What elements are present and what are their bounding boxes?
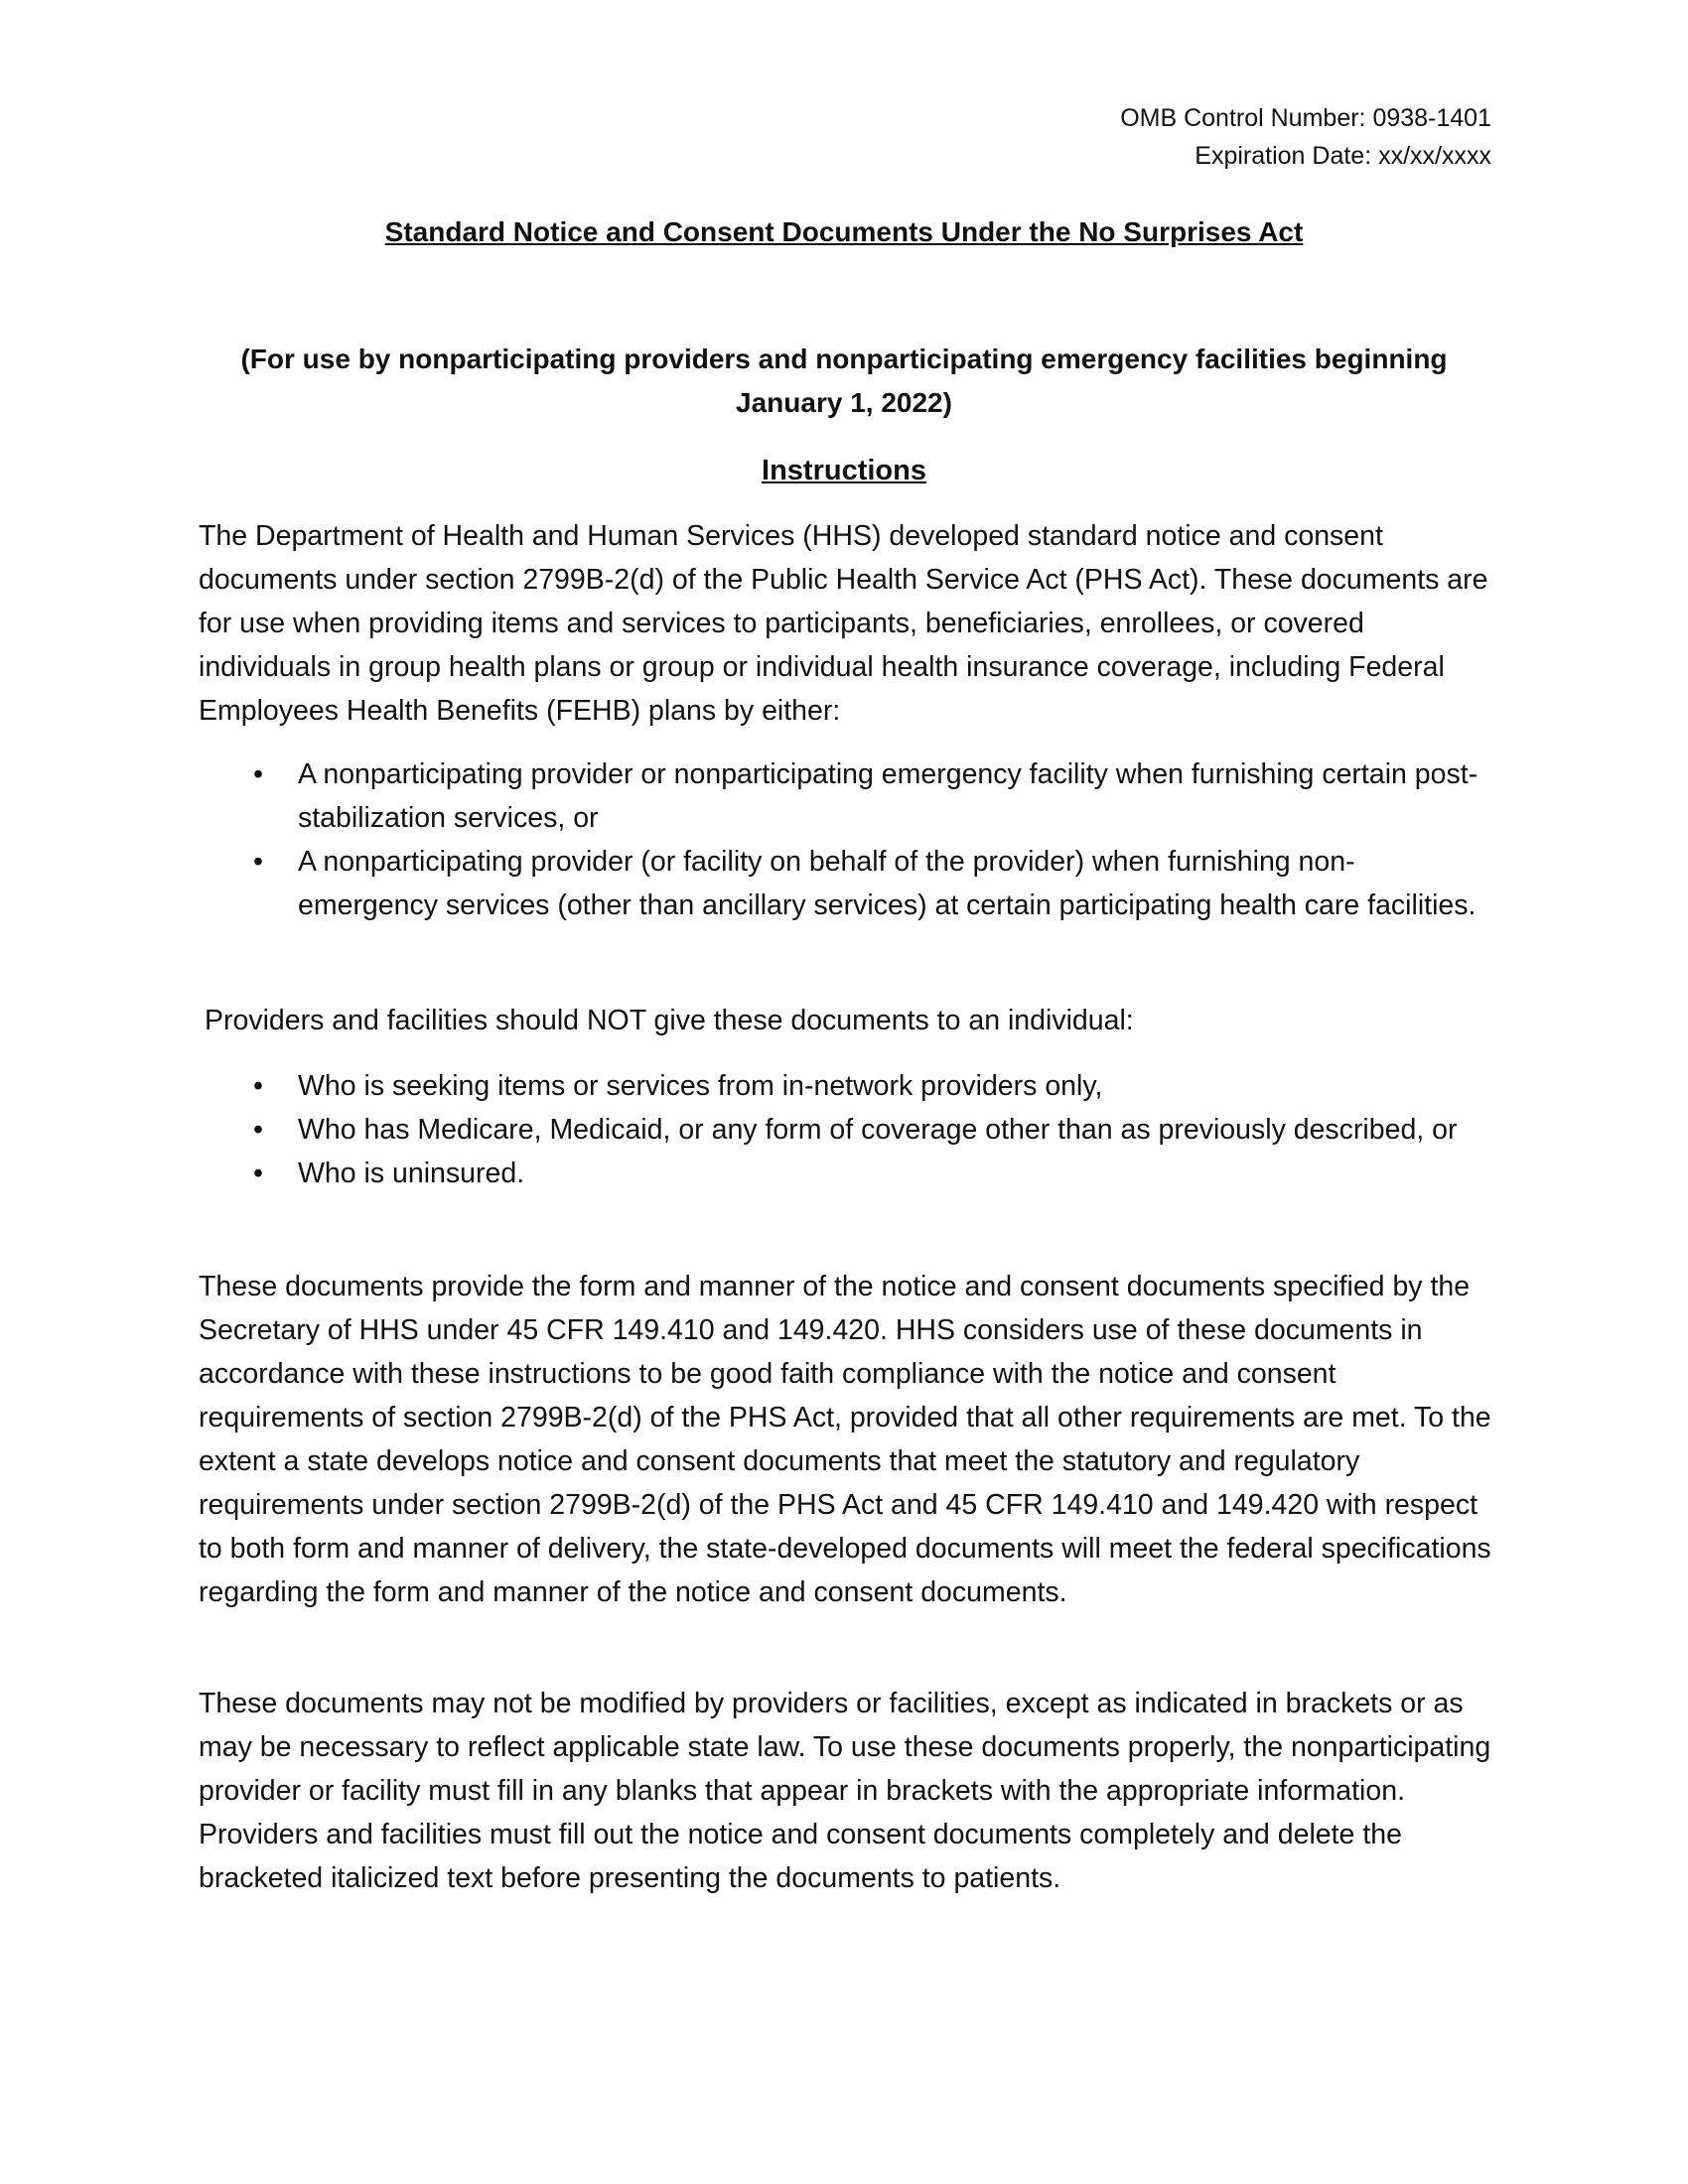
- list-item: [199, 752, 1494, 840]
- list-item: [199, 1064, 1494, 1108]
- header-meta: [1120, 99, 1491, 175]
- bullet-icon: •: [253, 1158, 263, 1189]
- list-item: [199, 1108, 1494, 1152]
- document-title: Standard Notice and Consent Documents Under the No Surprises Act: [384, 216, 1304, 247]
- form-manner-paragraph: These documents provide the form and manner of the notice and consent documents specified by the Secretary of HHS under 45 CFR 149.410 and 149.420. HHS considers use of these documents in accordance with these instructions to be good faith compliance with the notice and consent requirements of section 2799B-2(d) of the PHS Act, provided that all other requirements are met. To the extent a state develops notice and consent documents that meet the statutory and regulatory requirements under section 2799B-2(d) of the PHS Act and 45 CFR 149.410 and 149.420 with respect to both form and manner of delivery, the state-developed documents will meet the federal specifications regarding the form and manner of the notice and consent documents.: [199, 1271, 1491, 1608]
- document-subtitle: (For use by nonparticipating providers and nonparticipating emergency facilities beginning January 1, 2022): [240, 343, 1448, 418]
- list-item-text: A nonparticipating provider or nonparticipating emergency facility when furnishing certain post-stabilization services, or: [298, 758, 1478, 834]
- instructions-heading: Instructions: [762, 455, 926, 486]
- not-give-paragraph: Providers and facilities should NOT give these documents to an individual:: [205, 1005, 1134, 1036]
- omb-control-number: OMB Control Number: 0938-1401: [1120, 104, 1491, 132]
- list-item-text: Who is uninsured.: [298, 1158, 525, 1189]
- modification-paragraph: These documents may not be modified by providers or facilities, except as indicated in brackets or as may be necessary to reflect applicable state law. To use these documents properly, the nonparticipating provider or facility must fill in any blanks that appear in brackets with the appropriate information. Providers and facilities must fill out the notice and consent documents completely and delete the bracketed italicized text before presenting the documents to patients.: [199, 1688, 1491, 1894]
- list-item: [199, 1152, 1494, 1195]
- either-list: [199, 752, 1494, 927]
- bullet-icon: •: [253, 1070, 263, 1102]
- not-give-list: [199, 1064, 1494, 1195]
- list-item-text: A nonparticipating provider (or facility on behalf of the provider) when furnishing non-emergency services (other than ancillary services) at certain participating health care facilities.: [298, 846, 1477, 921]
- bullet-icon: •: [253, 846, 263, 878]
- bullet-icon: •: [253, 1114, 263, 1146]
- list-item: [199, 840, 1494, 927]
- list-item-text: Who has Medicare, Medicaid, or any form of coverage other than as previously described, or: [298, 1114, 1458, 1146]
- bullet-icon: •: [253, 758, 263, 790]
- expiration-date: Expiration Date: xx/xx/xxxx: [1195, 142, 1491, 170]
- intro-paragraph: The Department of Health and Human Services (HHS) developed standard notice and consent documents under section 2799B-2(d) of the Public Health Service Act (PHS Act). These documents are for use when providing items and services to participants, beneficiaries, enrollees, or covered individuals in group health plans or group or individual health insurance coverage, including Federal Employees Health Benefits (FEHB) plans by either:: [199, 520, 1488, 727]
- list-item-text: Who is seeking items or services from in-network providers only,: [298, 1070, 1103, 1102]
